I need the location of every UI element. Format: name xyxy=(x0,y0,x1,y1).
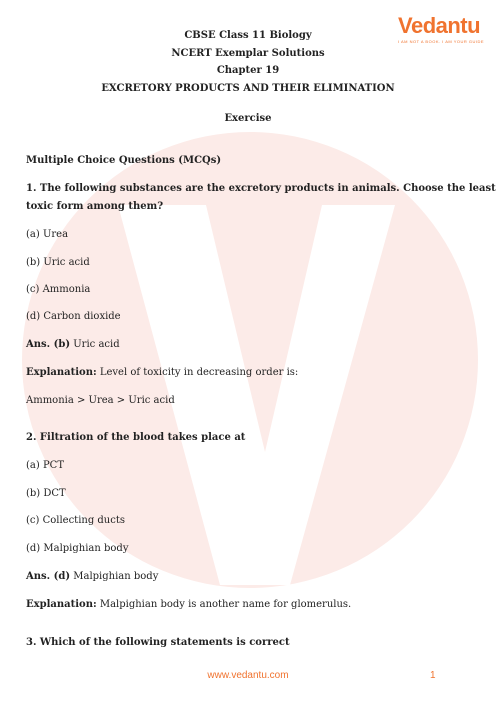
q2-option-d: (d) Malpighian body xyxy=(26,543,129,554)
q2-answer-text: Malpighian body xyxy=(70,571,159,582)
q2-explanation xyxy=(26,596,351,613)
q2-explanation-text: Malpighian body is another name for glomerulus. xyxy=(96,599,352,610)
section-title: Multiple Choice Questions (MCQs) xyxy=(26,155,222,166)
page-number: 1 xyxy=(430,670,436,681)
q2-answer-label: Ans. (d) xyxy=(26,571,71,582)
logo-tagline: I AM NOT A BOOK. I AM YOUR GUIDE xyxy=(398,39,485,44)
q1-explanation-label: Explanation: xyxy=(26,367,97,378)
q3-question: 3. Which of the following statements is correct xyxy=(26,637,290,648)
q1-explanation-order: Ammonia > Urea > Uric acid xyxy=(26,395,175,406)
exercise-title: Exercise xyxy=(224,113,272,124)
q2-explanation-label: Explanation: xyxy=(26,599,97,610)
q1-answer xyxy=(26,336,120,353)
q2-question: 2. Filtration of the blood takes place at xyxy=(26,432,246,443)
exercise-heading-wrap xyxy=(0,110,496,128)
q1-explanation xyxy=(26,364,298,381)
header-chapter-title: EXCRETORY PRODUCTS AND THEIR ELIMINATION xyxy=(101,82,395,94)
q1-answer-text: Uric acid xyxy=(70,339,120,350)
q1-option-d: (d) Carbon dioxide xyxy=(26,311,121,322)
q2-option-a: (a) PCT xyxy=(26,460,64,471)
q1-option-b: (b) Uric acid xyxy=(26,257,90,268)
q2-option-c: (c) Collecting ducts xyxy=(26,515,125,526)
logo-wordmark: Vedantu xyxy=(398,13,481,38)
header-class: CBSE Class 11 Biology xyxy=(184,30,312,41)
q1-option-a: (a) Urea xyxy=(26,229,69,240)
q1-explanation-text: Level of toxicity in decreasing order is: xyxy=(96,367,299,378)
q1-question-line1: 1. The following substances are the excretory products in animals. Choose the least xyxy=(26,183,496,194)
q1-question-line2: toxic form among them? xyxy=(26,201,164,212)
header-solutions: NCERT Exemplar Solutions xyxy=(171,47,325,59)
q2-option-b: (b) DCT xyxy=(26,488,66,499)
q1-answer-label: Ans. (b) xyxy=(26,339,71,350)
footer-website-link[interactable]: www.vedantu.com xyxy=(207,670,289,681)
q1-option-c: (c) Ammonia xyxy=(26,284,91,295)
header-chapter: Chapter 19 xyxy=(216,65,280,76)
q2-answer xyxy=(26,568,158,585)
document-header xyxy=(0,27,496,97)
